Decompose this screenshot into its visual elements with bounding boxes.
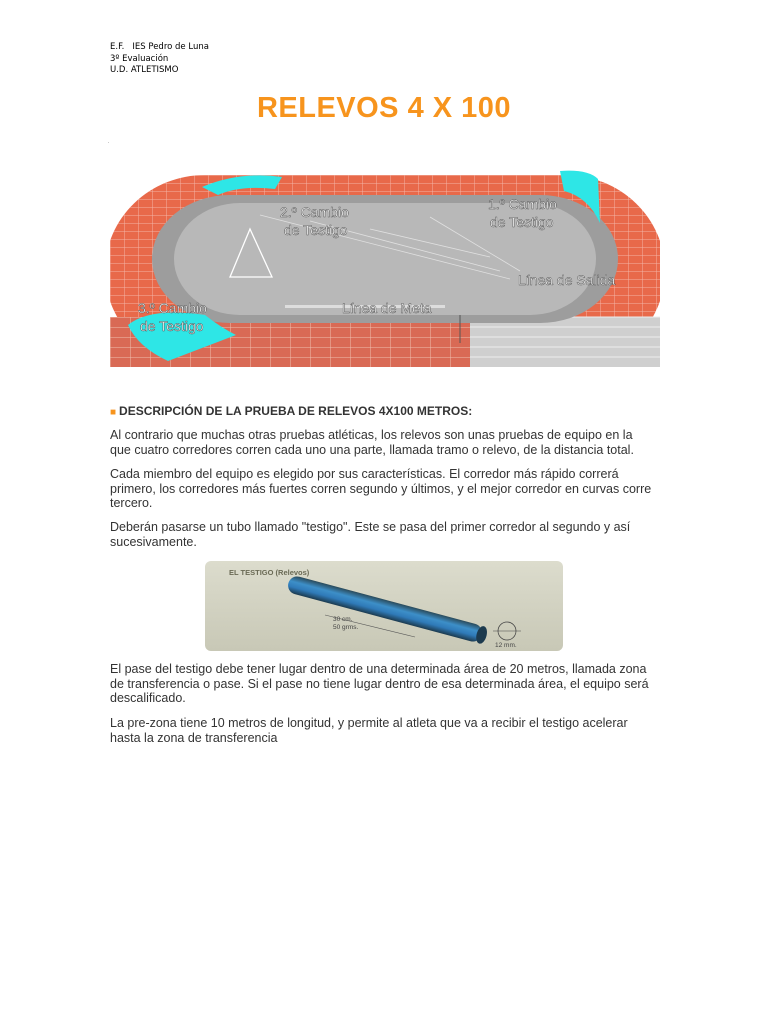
baton-length: 30 cm. xyxy=(333,616,353,623)
label-change-3-line2: de Testigo xyxy=(140,318,204,334)
label-change-2-line1: 2.º Cambio xyxy=(280,204,349,220)
label-change-2-line2: de Testigo xyxy=(284,222,348,238)
section-heading-text: DESCRIPCIÓN DE LA PRUEBA DE RELEVOS 4X100 METROS: xyxy=(119,404,473,418)
label-change-3-line1: 3.º Cambio xyxy=(138,300,207,316)
header-line-school: E.F. IES Pedro de Luna xyxy=(110,42,209,52)
baton-weight: 50 grms. xyxy=(333,624,359,631)
label-start-line: Línea de Salida xyxy=(518,272,616,288)
label-change-1-line2: de Testigo xyxy=(490,214,554,230)
baton-diagram xyxy=(205,561,563,651)
paragraph-2: Cada miembro del equipo es elegido por sus características. El corredor más rápido correrá primero, los corredores más fuertes corren segundo y últimos, y el mejor corredor en curvas corre tercero. xyxy=(110,467,652,510)
section-heading xyxy=(110,404,472,418)
bullet-square-icon: ■ xyxy=(110,407,117,418)
paragraph-5: La pre-zona tiene 10 metros de longitud, y permite al atleta que va a recibir el testigo acelerar hasta la zona de transferencia xyxy=(110,716,628,745)
paragraph-1: Al contrario que muchas otras pruebas atléticas, los relevos son unas pruebas de equipo en la que cuatro corredores corren cada uno una parte, llamada tramo o relevo, de la distancia total. xyxy=(110,428,634,457)
baton-diameter: 12 mm. xyxy=(495,642,517,649)
document-header xyxy=(110,42,209,77)
paragraph-4: El pase del testigo debe tener lugar dentro de una determinada área de 20 metros, llamada zona de transferencia o pase. Si el pase no tiene lugar dentro de esa determinada área, el equipo será descalificado. xyxy=(110,662,649,705)
baton-title: EL TESTIGO (Relevos) xyxy=(229,568,310,577)
header-line-evaluation: 3º Evaluación xyxy=(110,53,169,64)
paragraph-3: Deberán pasarse un tubo llamado "testigo". Este se pasa del primer corredor al segundo y así sucesivamente. xyxy=(110,520,631,549)
page-title: RELEVOS 4 X 100 xyxy=(256,92,512,124)
stray-mark xyxy=(108,142,109,143)
label-change-1-line1: 1.º Cambio xyxy=(488,196,557,212)
label-finish-line: Línea de Meta xyxy=(342,300,432,316)
header-line-unit: U.D. ATLETISMO xyxy=(110,65,179,75)
relay-track-diagram xyxy=(110,167,660,367)
